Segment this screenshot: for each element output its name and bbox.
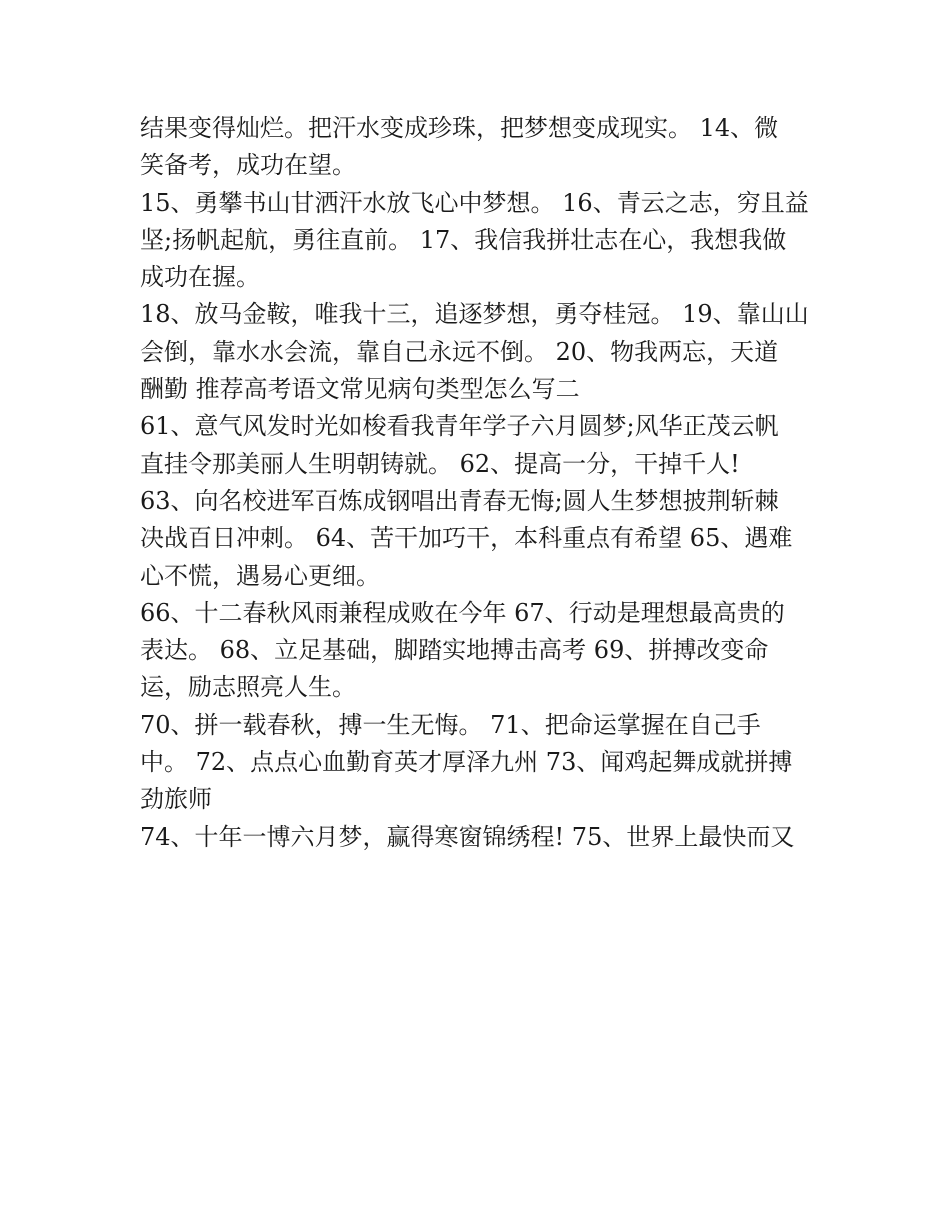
text-line: 74、十年一博六月梦，赢得寒窗锦绣程! 75、世界上最快而又 xyxy=(140,822,795,851)
text-line: 笑备考，成功在望。 xyxy=(140,151,356,180)
text-line: 直挂令那美丽人生明朝铸就。 62、提高一分，干掉千人! xyxy=(140,449,740,478)
text-line: 66、十二春秋风雨兼程成败在今年 67、行动是理想最高贵的 xyxy=(140,598,785,627)
text-line: 15、勇攀书山甘洒汗水放飞心中梦想。 16、青云之志，穷且益 xyxy=(140,188,809,217)
text-line: 中。 72、点点心血勤育英才厚泽九州 73、闻鸡起舞成就拼搏 xyxy=(140,748,793,777)
text-line: 成功在握。 xyxy=(140,263,260,292)
text-line: 坚;扬帆起航，勇往直前。 17、我信我拼壮志在心，我想我做 xyxy=(140,225,787,254)
text-line: 18、放马金鞍，唯我十三，追逐梦想，勇夺桂冠。 19、靠山山 xyxy=(140,300,809,329)
text-line: 心不慌，遇易心更细。 xyxy=(140,561,380,590)
text-line: 61、意气风发时光如梭看我青年学子六月圆梦;风华正茂云帆 xyxy=(140,412,779,441)
text-line: 会倒，靠水水会流，靠自己永远不倒。 20、物我两忘，天道 xyxy=(140,337,779,366)
body-text xyxy=(140,110,840,856)
text-line: 酬勤 推荐高考语文常见病句类型怎么写二 xyxy=(140,375,580,404)
text-line: 63、向名校进军百炼成钢唱出青春无悔;圆人生梦想披荆斩棘 xyxy=(140,486,779,515)
text-line: 劲旅师 xyxy=(140,785,212,814)
text-line: 结果变得灿烂。把汗水变成珍珠，把梦想变成现实。 14、微 xyxy=(140,114,779,142)
text-line: 表达。 68、立足基础，脚踏实地搏击高考 69、拼搏改变命 xyxy=(140,636,769,665)
text-line: 运，励志照亮人生。 xyxy=(140,673,356,702)
text-line: 70、拼一载春秋，搏一生无悔。 71、把命运掌握在自己手 xyxy=(140,710,761,739)
text-line: 决战百日冲刺。 64、苦干加巧干，本科重点有希望 65、遇难 xyxy=(140,524,793,553)
